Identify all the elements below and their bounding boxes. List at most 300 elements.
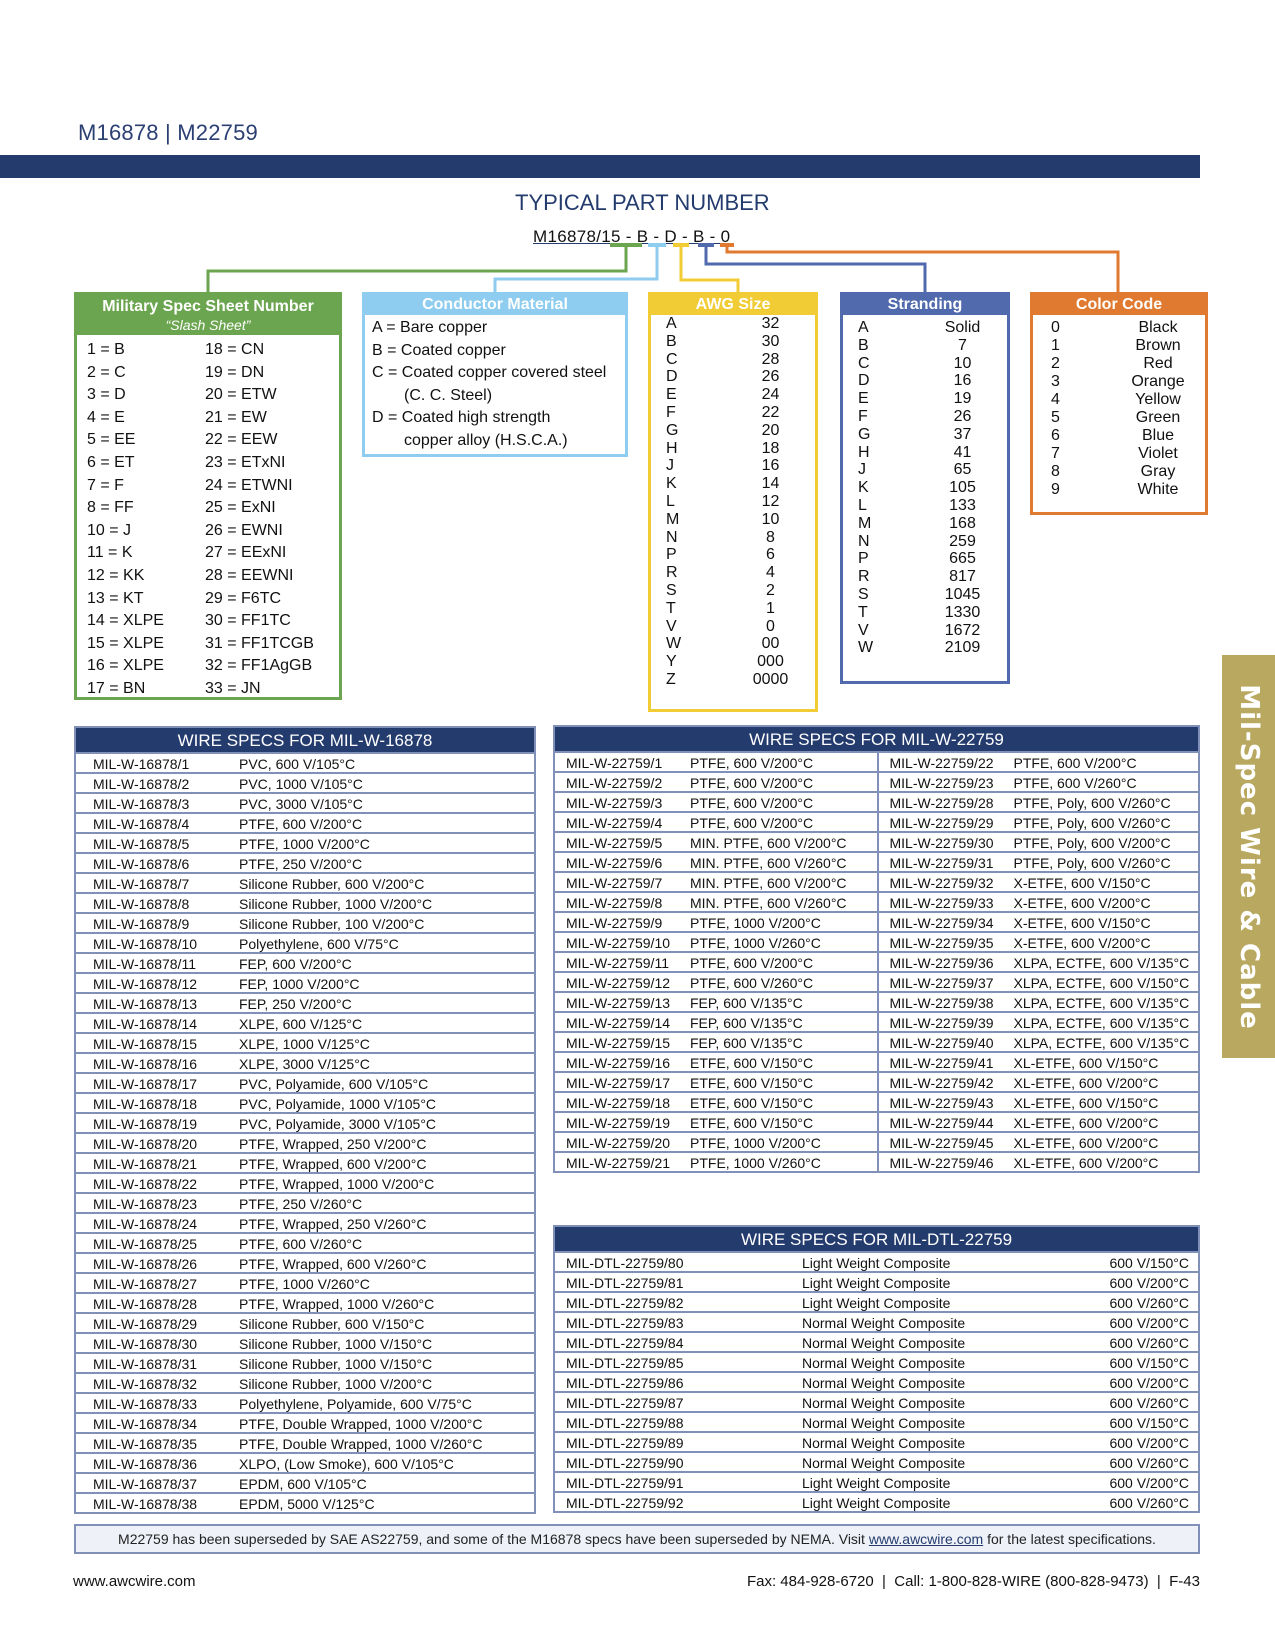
table-title: WIRE SPECS FOR MIL-W-16878 [76,728,534,752]
table-half [877,1033,1199,1051]
row-value: 10 [953,354,972,372]
mil-spec-item: 27 = EExNI [205,544,287,562]
spec-desc: PTFE, Wrapped, 600 V/260°C [239,1256,427,1272]
spec-id: MIL-W-22759/1 [566,755,663,771]
spec-id: MIL-W-22759/45 [889,1135,994,1151]
table-mil-w-16878 [74,726,536,1514]
table-half [555,1113,877,1131]
row-value: 22 [761,403,780,421]
table-half [877,1073,1199,1091]
list-row [666,582,815,600]
mil-spec-item: 26 = EWNI [205,521,283,539]
mil-spec-item: 17 = BN [87,679,146,697]
conductor-line: C = Coated copper covered steel [372,364,607,381]
row-value: 00 [761,635,780,653]
spec-desc: XLPA, ECTFE, 600 V/135°C [1013,955,1190,971]
table-row [555,1111,1198,1131]
row-code: P [858,550,869,568]
spec-id: MIL-W-22759/16 [566,1055,671,1071]
page-title: M16878 | M22759 [78,120,258,145]
table-row [76,1012,534,1032]
spec-desc: XLPA, ECTFE, 600 V/150°C [1013,975,1190,991]
row-value: 817 [949,568,976,586]
conductor-line: (C. C. Steel) [404,386,493,404]
stranding-list [843,315,1007,657]
spec-desc: PTFE, 250 V/260°C [239,1196,363,1212]
row-code: P [666,546,677,564]
row-code: F [858,407,868,425]
side-tab-label: Mil-Spec Wire & Cable [1233,683,1264,1030]
row-value: 14 [761,475,780,493]
list-row [858,408,1007,426]
row-value: Solid [944,319,981,336]
row-value: 133 [949,496,976,514]
row-value: 20 [761,421,780,439]
row-code: 9 [1051,481,1060,498]
row-value: Red [1143,355,1173,372]
spec-desc: Silicone Rubber, 1000 V/150°C [239,1336,433,1352]
table-row [76,1032,534,1052]
row-code: R [858,568,870,586]
spec-id: MIL-DTL-22759/92 [566,1495,684,1511]
row-code: 5 [1051,409,1060,426]
list-row [666,440,815,458]
table-row [555,791,1198,811]
spec-id: MIL-W-16878/1 [93,756,190,772]
header-band [0,155,1200,178]
row-value: 19 [953,390,972,408]
table-row [555,851,1198,871]
spec-id: MIL-W-16878/5 [93,836,190,852]
mil-spec-item: 25 = ExNI [205,499,276,517]
mil-spec-item: 15 = XLPE [87,634,164,652]
mil-spec-item: 28 = EEWNI [205,566,294,584]
list-row [1051,463,1205,481]
spec-id: MIL-W-16878/2 [93,776,190,792]
row-value: 1672 [944,621,981,639]
spec-rating: 600 V/200°C [1109,1315,1189,1331]
spec-desc: Normal Weight Composite [802,1335,966,1351]
row-value: 37 [953,425,972,443]
note-website-link[interactable]: www.awcwire.com [868,1531,984,1547]
list-row [858,550,1007,568]
list-row [1051,391,1205,409]
table-half [555,933,877,951]
mil-spec-item: 2 = C [87,363,126,381]
stranding-box [840,292,1010,684]
mil-spec-item: 31 = FF1TCGB [205,634,314,652]
row-value: 18 [761,439,780,457]
row-value: White [1137,481,1179,498]
table-row [555,1351,1198,1371]
table-row [76,1232,534,1252]
table-row [76,1252,534,1272]
spec-id: MIL-W-16878/26 [93,1256,198,1272]
list-row [666,564,815,582]
table-row [76,1172,534,1192]
row-code: D [858,372,870,390]
spec-rating: 600 V/260°C [1109,1295,1189,1311]
spec-desc: Normal Weight Composite [802,1355,966,1371]
spec-id: MIL-W-16878/16 [93,1056,198,1072]
spec-desc: XL-ETFE, 600 V/150°C [1013,1095,1159,1111]
table-row [555,1011,1198,1031]
spec-desc: XLPA, ECTFE, 600 V/135°C [1013,1015,1190,1031]
list-row [858,568,1007,586]
row-code: R [666,564,678,582]
row-value: 12 [761,492,780,510]
row-value: 665 [949,550,976,568]
list-row [858,604,1007,622]
spec-id: MIL-DTL-22759/82 [566,1295,684,1311]
spec-desc: PTFE, Double Wrapped, 1000 V/260°C [239,1436,483,1452]
table-row [555,1131,1198,1151]
row-code: S [666,581,677,599]
table-half [877,1133,1199,1151]
spec-id: MIL-W-22759/40 [889,1035,994,1051]
row-code: G [666,421,679,439]
list-row [666,315,815,333]
mil-spec-item: 22 = EEW [205,431,278,449]
mil-spec-item: 11 = K [87,544,133,562]
mil-spec-subtitle: “Slash Sheet” [165,317,251,333]
conductor-line: D = Coated high strength [372,409,551,426]
spec-id: MIL-W-22759/31 [889,855,994,871]
spec-id: MIL-W-16878/10 [93,936,198,952]
spec-id: MIL-DTL-22759/81 [566,1275,684,1291]
row-value: Orange [1131,373,1185,390]
table-row [555,971,1198,991]
spec-id: MIL-W-16878/18 [93,1096,198,1112]
spec-desc: Normal Weight Composite [802,1375,966,1391]
color-code-list [1033,315,1205,499]
spec-desc: Silicone Rubber, 1000 V/200°C [239,896,433,912]
spec-id: MIL-W-16878/14 [93,1016,198,1032]
table-row [555,1251,1198,1271]
spec-desc: Silicone Rubber, 1000 V/200°C [239,1376,433,1392]
row-code: 6 [1051,427,1060,444]
table-row [555,1051,1198,1071]
spec-rating: 600 V/150°C [1109,1355,1189,1371]
table-row [555,991,1198,1011]
mil-spec-item: 7 = F [87,476,124,494]
table-half [555,1073,877,1091]
table-row [555,1491,1198,1511]
row-code: L [666,492,675,510]
row-code: 4 [1051,391,1060,408]
spec-desc: PTFE, 250 V/200°C [239,856,363,872]
table-row [76,832,534,852]
table-row [76,752,534,772]
spec-desc: PTFE, 600 V/200°C [690,775,814,791]
spec-id: MIL-W-16878/20 [93,1136,198,1152]
row-code: J [666,457,674,475]
spec-id: MIL-DTL-22759/91 [566,1475,684,1491]
table-half [877,913,1199,931]
table-row [76,1192,534,1212]
row-value: 26 [761,368,780,386]
spec-id: MIL-W-16878/31 [93,1356,198,1372]
row-code: J [858,461,866,479]
mil-spec-item: 13 = KT [87,589,144,607]
spec-id: MIL-W-16878/12 [93,976,198,992]
spec-desc: PTFE, 1000 V/200°C [239,836,370,852]
row-value: 30 [761,332,780,350]
spec-desc: X-ETFE, 600 V/150°C [1013,915,1151,931]
connector-mil [208,246,626,293]
spec-id: MIL-W-22759/10 [566,935,671,951]
spec-id: MIL-W-16878/7 [93,876,190,892]
spec-desc: PTFE, 1000 V/260°C [239,1276,370,1292]
list-row [666,404,815,422]
spec-desc: PVC, 3000 V/105°C [239,796,363,812]
table-row [555,1391,1198,1411]
list-row [666,511,815,529]
row-code: K [666,475,677,493]
row-code: T [666,599,676,617]
spec-id: MIL-DTL-22759/85 [566,1355,684,1371]
row-code: B [858,336,869,354]
list-row [858,337,1007,355]
spec-desc: XL-ETFE, 600 V/200°C [1013,1115,1159,1131]
spec-id: MIL-W-22759/2 [566,775,663,791]
spec-desc: XLPA, ECTFE, 600 V/135°C [1013,995,1190,1011]
row-value: Brown [1135,337,1181,354]
spec-id: MIL-DTL-22759/80 [566,1255,684,1271]
row-value: Gray [1140,463,1176,480]
mil-spec-item: 24 = ETWNI [205,476,293,494]
spec-id: MIL-W-22759/5 [566,835,663,851]
mil-spec-title: Military Spec Sheet Number [102,298,314,315]
row-value: 1330 [944,603,981,621]
row-code: 3 [1051,373,1060,390]
row-value: 24 [761,386,780,404]
row-code: M [666,510,680,528]
table-row [76,1312,534,1332]
row-value: Black [1138,319,1178,336]
note-text: M22759 has been superseded by SAE AS22759, and some of the M16878 specs have been superseded by NEMA. Visit [118,1531,869,1547]
row-value: 105 [949,479,976,497]
spec-id: MIL-W-22759/9 [566,915,663,931]
table-half [555,1153,877,1171]
row-code: 0 [1051,319,1060,336]
table-row [555,1311,1198,1331]
mil-spec-item: 20 = ETW [205,386,277,404]
spec-rating: 600 V/260°C [1109,1395,1189,1411]
spec-id: MIL-W-22759/20 [566,1135,671,1151]
mil-spec-item: 19 = DN [205,363,265,381]
row-code: F [666,403,676,421]
table-row [76,1452,534,1472]
spec-desc: X-ETFE, 600 V/200°C [1013,935,1151,951]
spec-id: MIL-W-22759/44 [889,1115,994,1131]
row-code: E [666,386,677,404]
spec-id: MIL-W-16878/21 [93,1156,198,1172]
table-row [555,1071,1198,1091]
spec-desc: Normal Weight Composite [802,1315,966,1331]
list-row [666,475,815,493]
table-half [555,833,877,851]
table-row [76,1072,534,1092]
mil-spec-item: 14 = XLPE [87,612,164,630]
spec-desc: EPDM, 5000 V/125°C [239,1496,375,1512]
mil-spec-item: 3 = D [87,386,126,404]
row-value: 2 [766,581,775,599]
spec-desc: PTFE, 600 V/260°C [1013,775,1137,791]
spec-desc: PTFE, 600 V/200°C [690,955,814,971]
spec-desc: Silicone Rubber, 1000 V/150°C [239,1356,433,1372]
list-row [858,533,1007,551]
list-row [666,653,815,671]
spec-id: MIL-W-22759/37 [889,975,994,991]
row-value: 32 [761,315,780,332]
mil-spec-item: 1 = B [87,341,125,358]
spec-id: MIL-W-22759/33 [889,895,994,911]
example-part-number: M16878/15 - B - D - B - 0 [533,227,731,246]
spec-desc: PTFE, 600 V/200°C [690,755,814,771]
table-title: WIRE SPECS FOR MIL-W-22759 [555,727,1198,751]
spec-id: MIL-W-16878/32 [93,1376,198,1392]
table-row [76,1112,534,1132]
row-code: C [666,350,678,368]
row-code: B [666,332,677,350]
table-row [76,812,534,832]
spec-id: MIL-W-16878/34 [93,1416,198,1432]
table-row [76,792,534,812]
spec-desc: Polyethylene, Polyamide, 600 V/75°C [239,1396,472,1412]
spec-id: MIL-DTL-22759/86 [566,1375,684,1391]
spec-desc: X-ETFE, 600 V/200°C [1013,895,1151,911]
spec-id: MIL-W-22759/22 [889,755,994,771]
list-row [858,426,1007,444]
mil-spec-item: 33 = JN [205,679,261,697]
spec-id: MIL-W-22759/18 [566,1095,671,1111]
row-code: 7 [1051,445,1060,462]
table-row [76,1412,534,1432]
spec-id: MIL-W-22759/21 [566,1155,671,1171]
spec-id: MIL-W-16878/19 [93,1116,198,1132]
spec-desc: Light Weight Composite [802,1295,951,1311]
table-row [555,811,1198,831]
row-value: 1045 [944,585,981,603]
table-row [555,891,1198,911]
spec-id: MIL-W-22759/13 [566,995,671,1011]
row-value: 2109 [944,639,981,657]
table-mil-dtl-22759 [553,1225,1200,1513]
list-row [1051,319,1205,337]
table-row [555,871,1198,891]
row-code: K [858,479,869,497]
table-row [76,1392,534,1412]
table-row [555,831,1198,851]
spec-id: MIL-W-22759/6 [566,855,663,871]
conductor-line: copper alloy (H.S.C.A.) [404,431,568,449]
spec-id: MIL-W-22759/15 [566,1035,671,1051]
table-half [877,833,1199,851]
spec-rating: 600 V/200°C [1109,1375,1189,1391]
table-row [76,1052,534,1072]
conductor-title: Conductor Material [422,296,568,313]
spec-desc: PVC, 600 V/105°C [239,756,356,772]
row-value: 6 [766,546,775,564]
spec-id: MIL-W-22759/41 [889,1055,994,1071]
row-code: A [858,319,869,336]
color-code-title: Color Code [1075,296,1163,313]
spec-desc: XL-ETFE, 600 V/150°C [1013,1055,1159,1071]
table-row [555,1271,1198,1291]
mil-spec-item: 12 = KK [87,566,145,584]
spec-desc: ETFE, 600 V/150°C [690,1075,814,1091]
spec-id: MIL-W-22759/23 [889,775,994,791]
table-row [555,1091,1198,1111]
list-row [666,546,815,564]
table-row [76,1292,534,1312]
row-value: 7 [958,336,967,354]
row-value: Yellow [1135,391,1181,408]
spec-id: MIL-DTL-22759/87 [566,1395,684,1411]
row-code: 1 [1051,337,1060,354]
table-half [877,813,1199,831]
connector-cond [495,246,657,293]
table-row [555,1371,1198,1391]
spec-desc: PVC, Polyamide, 3000 V/105°C [239,1116,437,1132]
spec-id: MIL-W-16878/37 [93,1476,198,1492]
table-half [555,913,877,931]
spec-desc: Normal Weight Composite [802,1415,966,1431]
table-row [76,872,534,892]
table-half [555,973,877,991]
spec-id: MIL-W-22759/46 [889,1155,994,1171]
table-half [555,1033,877,1051]
spec-desc: XLPE, 600 V/125°C [239,1016,363,1032]
list-row [1051,337,1205,355]
spec-desc: XL-ETFE, 600 V/200°C [1013,1135,1159,1151]
list-row [666,671,815,689]
spec-desc: PTFE, Wrapped, 250 V/260°C [239,1216,427,1232]
table-row [555,1431,1198,1451]
table-row [555,751,1198,771]
spec-id: MIL-W-16878/15 [93,1036,198,1052]
spec-id: MIL-W-22759/35 [889,935,994,951]
spec-id: MIL-W-16878/9 [93,916,190,932]
row-code: V [666,617,677,635]
footer-contact: Fax: 484-928-6720 | Call: 1-800-828-WIRE (800-828-9473) | F-43 [746,1573,1200,1590]
row-code: Z [666,670,676,688]
spec-desc: PVC, Polyamide, 1000 V/105°C [239,1096,437,1112]
list-row [666,457,815,475]
row-value: 16 [953,372,972,390]
table-half [877,893,1199,911]
awg-size-box [648,292,818,712]
row-value: 259 [949,532,976,550]
row-value: 0000 [752,670,789,688]
spec-desc: MIN. PTFE, 600 V/260°C [690,895,847,911]
spec-desc: Light Weight Composite [802,1255,951,1271]
spec-rating: 600 V/150°C [1109,1415,1189,1431]
section-side-tab [1222,655,1275,1058]
table-mil-w-22759 [553,725,1200,1173]
spec-id: MIL-W-22759/11 [566,955,669,971]
mil-spec-item: 32 = FF1AgGB [205,657,313,675]
table-title: WIRE SPECS FOR MIL-DTL-22759 [555,1227,1198,1251]
spec-desc: EPDM, 600 V/105°C [239,1476,367,1492]
table-half [555,953,877,971]
spec-id: MIL-W-22759/43 [889,1095,994,1111]
list-row [666,386,815,404]
spec-desc: PTFE, 600 V/260°C [690,975,814,991]
spec-desc: Polyethylene, 600 V/75°C [239,936,399,952]
table-row [76,912,534,932]
